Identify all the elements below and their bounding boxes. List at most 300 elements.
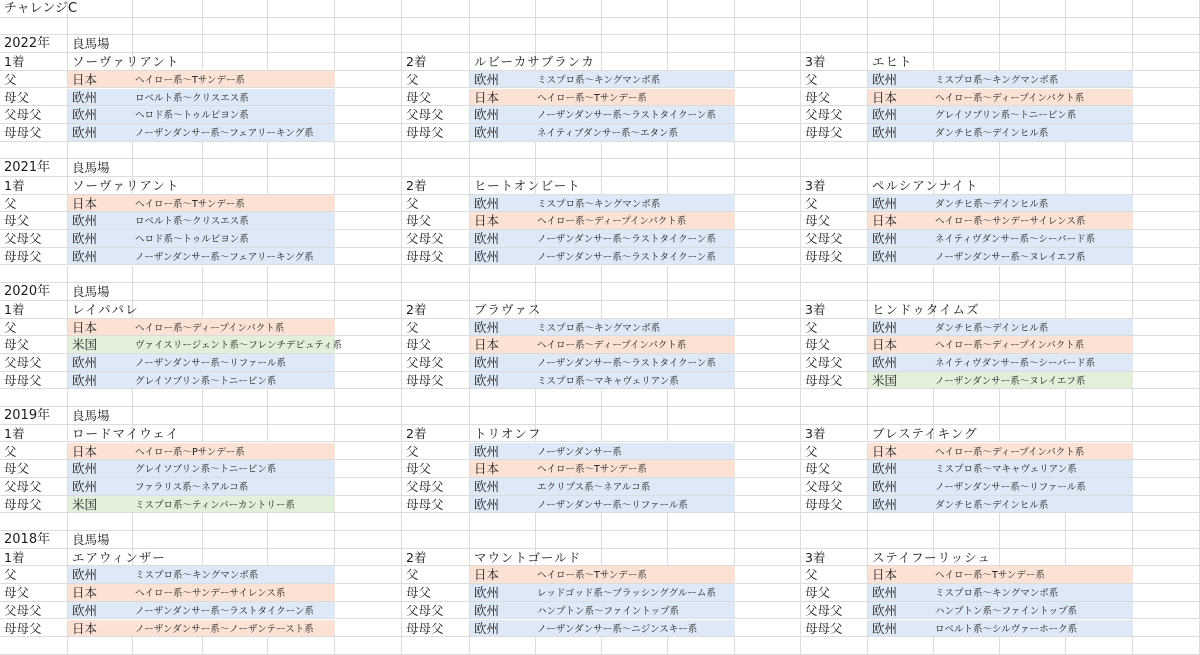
grid-cell[interactable] [133,531,203,549]
grid-cell[interactable] [402,106,470,124]
grid-cell[interactable] [133,389,203,407]
grid-cell[interactable] [868,389,934,407]
grid-cell[interactable] [335,372,402,390]
grid-cell[interactable] [1000,53,1066,71]
grid-cell[interactable] [203,389,268,407]
grid-cell[interactable] [735,354,801,372]
grid-cell[interactable] [203,142,268,160]
grid-cell[interactable] [536,35,602,53]
grid-cell[interactable] [735,159,801,177]
grid-cell[interactable] [735,425,801,443]
grid-cell[interactable] [735,195,801,213]
grid-cell[interactable] [1133,336,1200,354]
grid-cell[interactable] [934,389,1000,407]
grid-cell[interactable] [536,301,602,319]
grid-cell[interactable] [268,549,335,567]
grid-cell[interactable] [668,389,735,407]
grid-cell[interactable] [801,478,868,496]
grid-cell[interactable] [402,89,470,107]
grid-cell[interactable] [335,301,402,319]
grid-cell[interactable] [801,602,868,620]
grid-cell[interactable] [68,301,133,319]
grid-cell[interactable] [335,620,402,638]
grid-cell[interactable] [335,35,402,53]
grid-cell[interactable] [801,124,868,142]
grid-cell[interactable] [1133,248,1200,266]
grid-cell[interactable] [735,513,801,531]
grid-cell[interactable] [470,159,536,177]
grid-cell[interactable] [1000,513,1066,531]
grid-cell[interactable] [602,389,668,407]
grid-cell[interactable] [1133,195,1200,213]
grid-cell[interactable] [68,53,133,71]
grid-cell[interactable] [1066,425,1133,443]
grid-cell[interactable] [68,531,133,549]
grid-cell[interactable] [0,531,68,549]
grid-cell[interactable] [735,389,801,407]
grid-cell[interactable] [402,531,470,549]
grid-cell[interactable] [0,620,68,638]
grid-cell[interactable] [68,177,133,195]
grid-cell[interactable] [470,549,536,567]
grid-cell[interactable] [402,319,470,337]
grid-cell[interactable] [335,142,402,160]
grid-cell[interactable] [735,18,801,36]
grid-cell[interactable] [203,283,268,301]
grid-cell[interactable] [0,425,68,443]
grid-cell[interactable] [335,230,402,248]
grid-cell[interactable] [1133,584,1200,602]
grid-cell[interactable] [1133,124,1200,142]
grid-cell[interactable] [0,602,68,620]
grid-cell[interactable] [668,266,735,284]
grid-cell[interactable] [335,496,402,514]
grid-cell[interactable] [402,407,470,425]
grid-cell[interactable] [735,283,801,301]
grid-cell[interactable] [668,407,735,425]
grid-cell[interactable] [868,53,934,71]
grid-cell[interactable] [402,35,470,53]
grid-cell[interactable] [335,159,402,177]
grid-cell[interactable] [536,0,602,18]
grid-cell[interactable] [1133,354,1200,372]
grid-cell[interactable] [1000,142,1066,160]
grid-cell[interactable] [335,18,402,36]
grid-cell[interactable] [1133,478,1200,496]
grid-cell[interactable] [536,159,602,177]
grid-cell[interactable] [1000,549,1066,567]
grid-cell[interactable] [0,496,68,514]
grid-cell[interactable] [1066,513,1133,531]
grid-cell[interactable] [402,336,470,354]
grid-cell[interactable] [402,248,470,266]
grid-cell[interactable] [268,407,335,425]
grid-cell[interactable] [868,0,934,18]
grid-cell[interactable] [402,124,470,142]
grid-cell[interactable] [735,602,801,620]
grid-cell[interactable] [68,266,133,284]
grid-cell[interactable] [801,336,868,354]
grid-cell[interactable] [0,389,68,407]
grid-cell[interactable] [668,142,735,160]
grid-cell[interactable] [203,159,268,177]
grid-cell[interactable] [934,549,1000,567]
grid-cell[interactable] [536,407,602,425]
grid-cell[interactable] [1066,283,1133,301]
grid-cell[interactable] [735,407,801,425]
grid-cell[interactable] [1133,425,1200,443]
grid-cell[interactable] [1133,389,1200,407]
grid-cell[interactable] [1000,18,1066,36]
grid-cell[interactable] [868,407,934,425]
grid-cell[interactable] [801,513,868,531]
grid-cell[interactable] [1133,142,1200,160]
grid-cell[interactable] [668,0,735,18]
grid-cell[interactable] [868,283,934,301]
grid-cell[interactable] [536,425,602,443]
grid-cell[interactable] [335,443,402,461]
grid-cell[interactable] [536,266,602,284]
grid-cell[interactable] [602,53,668,71]
grid-cell[interactable] [934,0,1000,18]
grid-cell[interactable] [1133,230,1200,248]
grid-cell[interactable] [735,620,801,638]
grid-cell[interactable] [801,142,868,160]
grid-cell[interactable] [470,53,536,71]
grid-cell[interactable] [1066,53,1133,71]
grid-cell[interactable] [0,177,68,195]
grid-cell[interactable] [68,142,133,160]
grid-cell[interactable] [0,159,68,177]
grid-cell[interactable] [801,248,868,266]
grid-cell[interactable] [402,159,470,177]
grid-cell[interactable] [868,266,934,284]
grid-cell[interactable] [470,283,536,301]
grid-cell[interactable] [402,584,470,602]
grid-cell[interactable] [934,301,1000,319]
grid-cell[interactable] [801,195,868,213]
grid-cell[interactable] [735,71,801,89]
grid-cell[interactable] [335,513,402,531]
grid-cell[interactable] [0,89,68,107]
grid-cell[interactable] [735,372,801,390]
grid-cell[interactable] [735,496,801,514]
grid-cell[interactable] [801,177,868,195]
grid-cell[interactable] [68,159,133,177]
grid-cell[interactable] [668,159,735,177]
grid-cell[interactable] [868,425,934,443]
grid-cell[interactable] [801,425,868,443]
grid-cell[interactable] [268,389,335,407]
grid-cell[interactable] [335,478,402,496]
grid-cell[interactable] [470,0,536,18]
grid-cell[interactable] [68,0,133,18]
grid-cell[interactable] [0,195,68,213]
grid-cell[interactable] [335,566,402,584]
grid-cell[interactable] [68,389,133,407]
grid-cell[interactable] [203,513,268,531]
grid-cell[interactable] [668,35,735,53]
grid-cell[interactable] [801,460,868,478]
grid-cell[interactable] [536,389,602,407]
grid-cell[interactable] [0,124,68,142]
grid-cell[interactable] [133,177,203,195]
grid-cell[interactable] [1133,620,1200,638]
grid-cell[interactable] [868,177,934,195]
grid-cell[interactable] [68,513,133,531]
grid-cell[interactable] [1133,35,1200,53]
grid-cell[interactable] [934,266,1000,284]
grid-cell[interactable] [801,496,868,514]
grid-cell[interactable] [801,372,868,390]
grid-cell[interactable] [0,354,68,372]
grid-cell[interactable] [268,0,335,18]
grid-cell[interactable] [133,266,203,284]
grid-cell[interactable] [402,372,470,390]
grid-cell[interactable] [668,549,735,567]
grid-cell[interactable] [0,71,68,89]
grid-cell[interactable] [1133,513,1200,531]
grid-cell[interactable] [735,177,801,195]
grid-cell[interactable] [801,89,868,107]
grid-cell[interactable] [801,159,868,177]
grid-cell[interactable] [801,584,868,602]
grid-cell[interactable] [934,18,1000,36]
grid-cell[interactable] [203,177,268,195]
grid-cell[interactable] [934,283,1000,301]
grid-cell[interactable] [133,407,203,425]
grid-cell[interactable] [868,35,934,53]
grid-cell[interactable] [1000,425,1066,443]
grid-cell[interactable] [335,354,402,372]
grid-cell[interactable] [602,283,668,301]
grid-cell[interactable] [868,531,934,549]
grid-cell[interactable] [402,177,470,195]
grid-cell[interactable] [536,513,602,531]
grid-cell[interactable] [402,301,470,319]
grid-cell[interactable] [0,266,68,284]
grid-cell[interactable] [1066,35,1133,53]
grid-cell[interactable] [268,35,335,53]
grid-cell[interactable] [934,53,1000,71]
grid-cell[interactable] [536,531,602,549]
grid-cell[interactable] [268,266,335,284]
grid-cell[interactable] [0,372,68,390]
grid-cell[interactable] [335,89,402,107]
grid-cell[interactable] [801,531,868,549]
grid-cell[interactable] [470,266,536,284]
grid-cell[interactable] [1133,301,1200,319]
grid-cell[interactable] [268,283,335,301]
grid-cell[interactable] [268,177,335,195]
grid-cell[interactable] [1133,0,1200,18]
grid-cell[interactable] [68,549,133,567]
grid-cell[interactable] [1000,159,1066,177]
grid-cell[interactable] [934,513,1000,531]
grid-cell[interactable] [0,460,68,478]
grid-cell[interactable] [470,142,536,160]
grid-cell[interactable] [868,549,934,567]
grid-cell[interactable] [1133,53,1200,71]
grid-cell[interactable] [1066,266,1133,284]
grid-cell[interactable] [0,142,68,160]
grid-cell[interactable] [1000,389,1066,407]
grid-cell[interactable] [203,531,268,549]
grid-cell[interactable] [203,266,268,284]
grid-cell[interactable] [801,53,868,71]
grid-cell[interactable] [402,354,470,372]
grid-cell[interactable] [1066,531,1133,549]
grid-cell[interactable] [735,336,801,354]
grid-cell[interactable] [470,18,536,36]
grid-cell[interactable] [470,177,536,195]
grid-cell[interactable] [868,18,934,36]
grid-cell[interactable] [1000,301,1066,319]
grid-cell[interactable] [0,336,68,354]
grid-cell[interactable] [402,478,470,496]
grid-cell[interactable] [934,142,1000,160]
grid-cell[interactable] [0,230,68,248]
grid-cell[interactable] [1066,407,1133,425]
grid-cell[interactable] [335,389,402,407]
grid-cell[interactable] [402,266,470,284]
grid-cell[interactable] [801,443,868,461]
grid-cell[interactable] [934,159,1000,177]
grid-cell[interactable] [402,195,470,213]
grid-cell[interactable] [335,71,402,89]
grid-cell[interactable] [402,142,470,160]
grid-cell[interactable] [668,53,735,71]
grid-cell[interactable] [868,513,934,531]
grid-cell[interactable] [801,407,868,425]
grid-cell[interactable] [1133,602,1200,620]
grid-cell[interactable] [133,35,203,53]
grid-cell[interactable] [602,0,668,18]
grid-cell[interactable] [1133,407,1200,425]
grid-cell[interactable] [801,389,868,407]
grid-cell[interactable] [402,212,470,230]
grid-cell[interactable] [335,549,402,567]
grid-cell[interactable] [402,549,470,567]
grid-cell[interactable] [268,159,335,177]
grid-cell[interactable] [133,283,203,301]
grid-cell[interactable] [402,496,470,514]
grid-cell[interactable] [735,584,801,602]
grid-cell[interactable] [0,106,68,124]
grid-cell[interactable] [268,301,335,319]
grid-cell[interactable] [0,301,68,319]
grid-cell[interactable] [602,142,668,160]
grid-cell[interactable] [335,266,402,284]
grid-cell[interactable] [668,425,735,443]
grid-cell[interactable] [1133,549,1200,567]
grid-cell[interactable] [1066,142,1133,160]
grid-cell[interactable] [335,584,402,602]
grid-cell[interactable] [735,35,801,53]
grid-cell[interactable] [602,159,668,177]
grid-cell[interactable] [1133,159,1200,177]
grid-cell[interactable] [68,35,133,53]
grid-cell[interactable] [68,283,133,301]
grid-cell[interactable] [133,53,203,71]
grid-cell[interactable] [133,513,203,531]
grid-cell[interactable] [1133,531,1200,549]
grid-cell[interactable] [735,549,801,567]
grid-cell[interactable] [0,319,68,337]
grid-cell[interactable] [335,283,402,301]
grid-cell[interactable] [801,71,868,89]
grid-cell[interactable] [1133,283,1200,301]
grid-cell[interactable] [801,266,868,284]
grid-cell[interactable] [1133,89,1200,107]
grid-cell[interactable] [1133,372,1200,390]
grid-cell[interactable] [0,478,68,496]
grid-cell[interactable] [470,301,536,319]
grid-cell[interactable] [602,531,668,549]
grid-cell[interactable] [268,513,335,531]
grid-cell[interactable] [470,425,536,443]
grid-cell[interactable] [801,319,868,337]
grid-cell[interactable] [735,124,801,142]
grid-cell[interactable] [402,460,470,478]
grid-cell[interactable] [335,124,402,142]
grid-cell[interactable] [335,53,402,71]
grid-cell[interactable] [0,212,68,230]
grid-cell[interactable] [735,0,801,18]
grid-cell[interactable] [402,602,470,620]
grid-cell[interactable] [602,549,668,567]
grid-cell[interactable] [602,177,668,195]
grid-cell[interactable] [735,531,801,549]
grid-cell[interactable] [335,319,402,337]
grid-cell[interactable] [735,89,801,107]
grid-cell[interactable] [335,602,402,620]
grid-cell[interactable] [934,35,1000,53]
grid-cell[interactable] [602,407,668,425]
grid-cell[interactable] [536,549,602,567]
grid-cell[interactable] [0,443,68,461]
grid-cell[interactable] [1000,531,1066,549]
grid-cell[interactable] [1133,496,1200,514]
grid-cell[interactable] [203,549,268,567]
grid-cell[interactable] [203,18,268,36]
grid-cell[interactable] [1133,71,1200,89]
grid-cell[interactable] [801,549,868,567]
grid-cell[interactable] [1133,266,1200,284]
grid-cell[interactable] [536,18,602,36]
grid-cell[interactable] [735,106,801,124]
grid-cell[interactable] [735,53,801,71]
grid-cell[interactable] [1133,566,1200,584]
grid-cell[interactable] [1133,460,1200,478]
grid-cell[interactable] [335,336,402,354]
grid-cell[interactable] [868,142,934,160]
grid-cell[interactable] [1000,0,1066,18]
grid-cell[interactable] [133,18,203,36]
grid-cell[interactable] [0,0,68,18]
grid-cell[interactable] [1066,159,1133,177]
grid-cell[interactable] [402,620,470,638]
grid-cell[interactable] [1000,177,1066,195]
grid-cell[interactable] [68,407,133,425]
grid-cell[interactable] [1000,283,1066,301]
grid-cell[interactable] [268,142,335,160]
grid-cell[interactable] [801,18,868,36]
grid-cell[interactable] [1066,0,1133,18]
grid-cell[interactable] [402,0,470,18]
grid-cell[interactable] [602,513,668,531]
grid-cell[interactable] [602,425,668,443]
